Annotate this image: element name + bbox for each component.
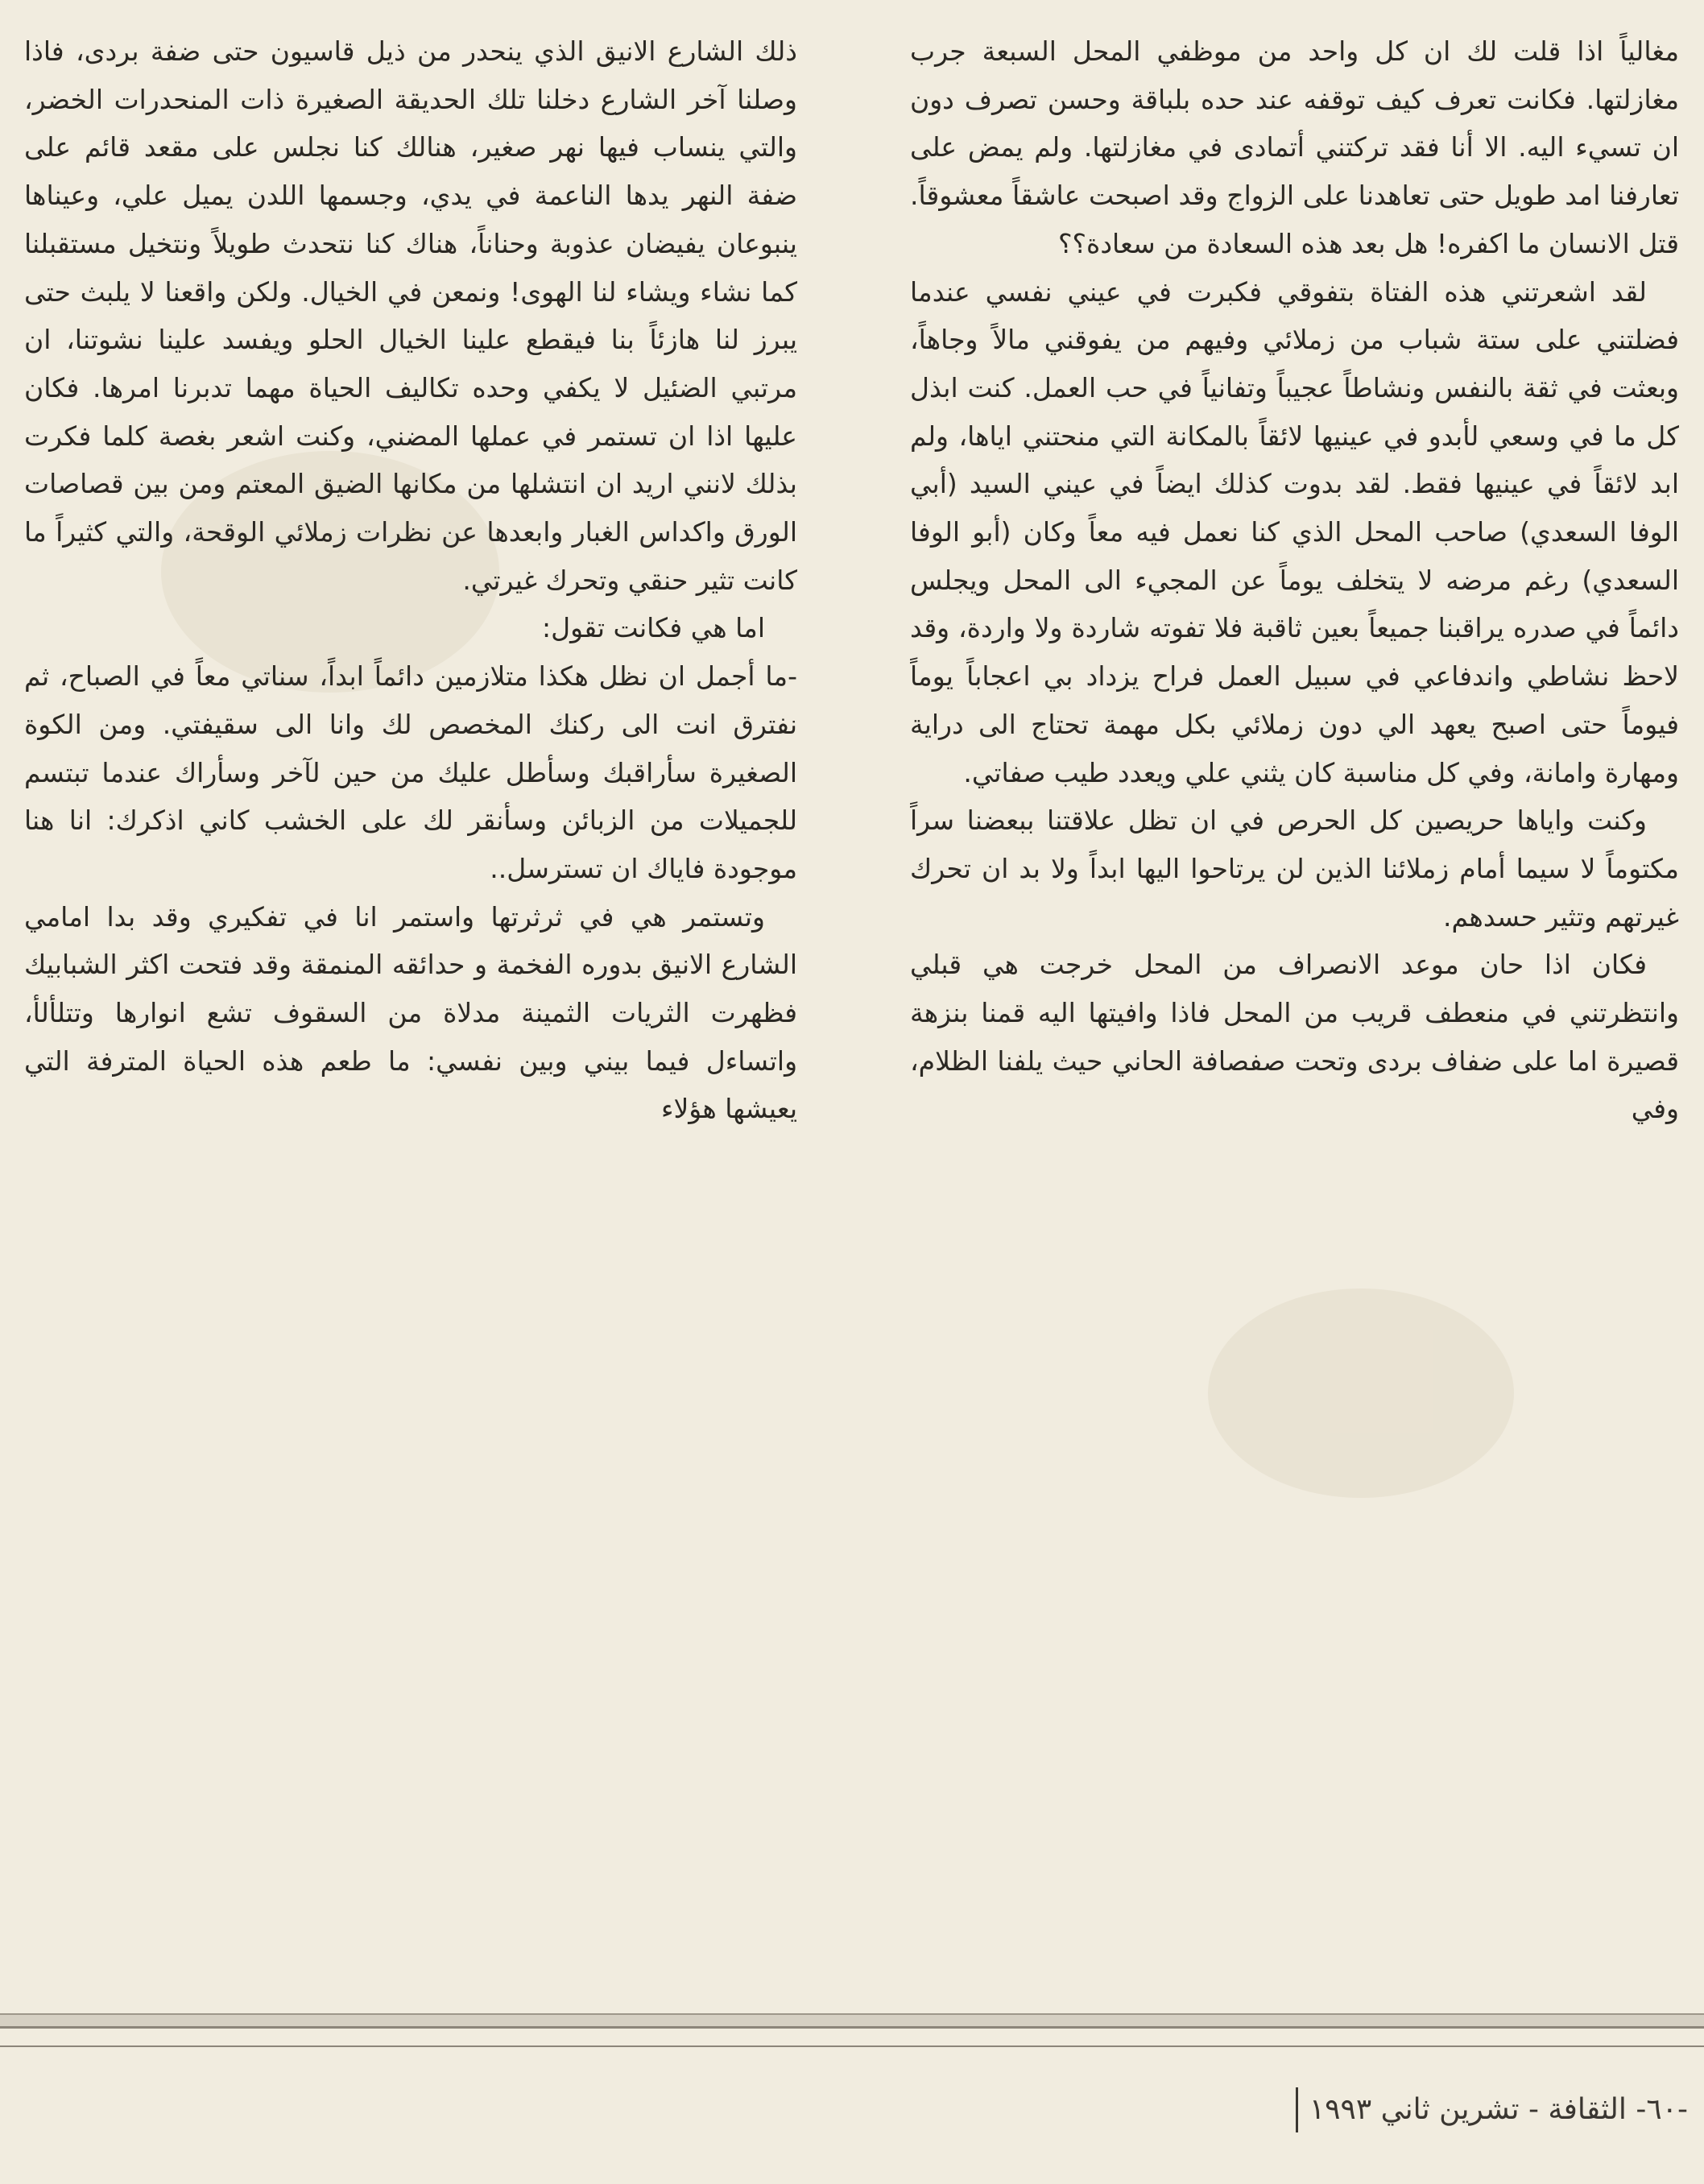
page-divider-thin bbox=[0, 2045, 1704, 2047]
paragraph: لقد اشعرتني هذه الفتاة بتفوقي فكبرت في عيني نفسي عندما فضلتني على ستة شباب من زملائي وفيهم من يفوقني مالاً وجاهاً، وبعثت في ثقة بالنفس ونشاطاً عجيباً وتفانياً في حب العمل. كنت ابذل كل ما في وسعي لأبدو في عينيها لائقاً بالمكانة التي منحتني اياها، ولم ابد لائقاً في عينيها فقط. لقد بدوت كذلك ايضاً في عيني السيد (أبي الوفا السعدي) صاحب المحل الذي كنا نعمل فيه معاً وكان (أبو الوفا السعدي) رغم مرضه لا يتخلف يوماً عن المجيء الى المحل ويجلس دائماً في صدره يراقبنا جميعاً بعين ثاقبة فلا تفوته شاردة ولا واردة، وقد لاحظ نشاطي واندفاعي في سبيل العمل فراح يزداد بي اعجاباً يوماً فيوماً حتى اصبح يعهد الي دون زملائي بكل مهمة تحتاج الى دراية ومهارة وامانة، وفي كل مناسبة كان يثني علي ويعدد طيب صفاتي. bbox=[910, 275, 1679, 788]
paragraph: وكنت واياها حريصين كل الحرص في ان تظل علاقتنا ببعضنا سراً مكتوماً لا سيما أمام زملائنا الذين لن يرتاحوا اليها ابداً ولا بد ان تحرك غيرتهم وتثير حسدهم. bbox=[910, 805, 1679, 933]
paragraph: وتستمر هي في ثرثرتها واستمر انا في تفكيري وقد بدا امامي الشارع الانيق بدوره الفخمة و حدائقه المنمقة وقد فتحت اكثر الشبابيك فظهرت الثريات الثمينة مدلاة من السقوف تشع انوارها وتتلألأ، واتساءل فيما بيني وبين نفسي: ما طعم هذه الحياة المترفة التي يعيشها هؤلاء bbox=[24, 900, 797, 1125]
left-text-column bbox=[24, 27, 797, 1968]
paragraph: فكان اذا حان موعد الانصراف من المحل خرجت هي قبلي وانتظرتني في منعطف قريب من المحل فاذا وافيتها اليه قمنا بنزهة قصيرة اما على ضفاف بردى وتحت صفصافة الحاني حيث يلفنا الظلام، وفي bbox=[910, 949, 1679, 1125]
footer-text: -٦٠- الثقافة - تشرين ثاني ١٩٩٣ bbox=[1309, 2093, 1688, 2126]
page-footer bbox=[1156, 2078, 1688, 2142]
right-text-column bbox=[910, 27, 1679, 1968]
paragraph: مغالياً اذا قلت لك ان كل واحد من موظفي المحل السبعة جرب مغازلتها. فكانت تعرف كيف توقفه عند حده بلباقة وحسن تصرف دون ان تسيء اليه. الا أنا فقد تركتني أتمادى في مغازلتها. ولم يمض على تعارفنا امد طويل حتى تعاهدنا على الزواج وقد اصبحت عاشقاً معشوقاً. قتل الانسان ما اكفره! هل بعد هذه السعادة من سعادة؟؟ bbox=[910, 35, 1679, 259]
paragraph: اما هي فكانت تقول: bbox=[542, 612, 765, 644]
paragraph: -ما أجمل ان نظل هكذا متلازمين دائماً ابداً، سناتي معاً في الصباح، ثم نفترق انت الى ركنك المخصص لك وانا الى سقيفتي. ومن الكوة الصغيرة سأراقبك وسأطل عليك من حين لآخر وسأراك عندما تبتسم للجميلات من الزبائن وسأنقر لك على الخشب كاني اذكرك: انا هنا موجودة فاياك ان تسترسل.. bbox=[24, 660, 797, 884]
paragraph: ذلك الشارع الانيق الذي ينحدر من ذيل قاسيون حتى ضفة بردى، فاذا وصلنا آخر الشارع دخلنا تلك الحديقة الصغيرة ذات المنحدرات الخضر، والتي ينساب فيها نهر صغير، هنالك كنا نجلس على مقعد قائم على ضفة النهر يدها الناعمة في يدي، وجسمها اللدن يميل علي، وعيناها ينبوعان يفيضان عذوبة وحناناً، هناك كنا نتحدث طويلاً ونتخيل مستقبلنا كما نشاء ويشاء لنا الهوى! ونمعن في الخيال. ولكن واقعنا لا يلبث حتى يبرز لنا هازئاً بنا فيقطع علينا الخيال الحلو ويفسد علينا نشوتنا، ان مرتبي الضئيل لا يكفي وحده تكاليف الحياة مهما تدبرنا امرها. فكان عليها اذا ان تستمر في عملها المضني، وكنت اشعر بغصة كلما فكرت بذلك لانني اريد ان انتشلها من مكانها الضيق المعتم ومن بين قصاصات الورق واكداس الغبار وابعدها عن نظرات زملائي الوقحة، والتي كثيراً ما كانت تثير حنقي وتحرك غيرتي. bbox=[24, 35, 797, 596]
page-divider bbox=[0, 2013, 1704, 2029]
footer-separator bbox=[1296, 2087, 1298, 2132]
